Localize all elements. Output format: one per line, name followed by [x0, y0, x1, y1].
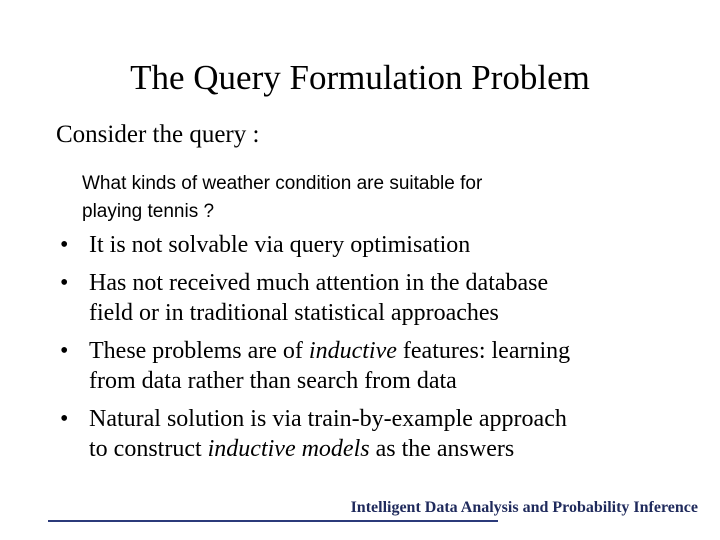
- text-segment: Has not received much attention in the database: [89, 270, 549, 296]
- query-line: playing tennis ?: [82, 201, 215, 222]
- bullet-icon: •: [60, 270, 69, 296]
- text-segment: as the answers: [369, 436, 515, 462]
- bullet-icon: •: [60, 338, 69, 364]
- bullet-icon: •: [60, 232, 69, 258]
- text-segment: to construct: [89, 436, 208, 462]
- bullet-line: [89, 336, 696, 366]
- bullet-item: [56, 230, 696, 260]
- query-example: [82, 170, 482, 226]
- bullet-list: [56, 230, 696, 472]
- text-segment: Natural solution is via train-by-example approach: [89, 406, 567, 432]
- slide-title: The Query Formulation Problem: [130, 58, 590, 97]
- bullet-item: [56, 268, 696, 328]
- text-segment: field or in traditional statistical approaches: [89, 300, 499, 326]
- italic-text: inductive: [308, 338, 397, 364]
- bullet-icon: •: [60, 406, 69, 432]
- query-line: What kinds of weather condition are suitable for: [82, 173, 483, 194]
- text-segment: features: learning: [396, 338, 571, 364]
- bullet-item: [56, 404, 696, 464]
- intro-text: Consider the query :: [56, 121, 260, 148]
- bullet-line: [89, 298, 696, 328]
- bullet-line: [89, 404, 696, 434]
- text-segment: These problems are of: [89, 338, 309, 364]
- bullet-item: [56, 336, 696, 396]
- footer-rule: [48, 520, 498, 522]
- bullet-line: [89, 434, 696, 464]
- bullet-line: [89, 268, 696, 298]
- italic-text: inductive models: [207, 436, 370, 462]
- bullet-line: [89, 230, 696, 260]
- text-segment: from data rather than search from data: [89, 368, 457, 394]
- bullet-line: [89, 366, 696, 396]
- text-segment: It is not solvable via query optimisation: [89, 232, 471, 258]
- footer-text: Intelligent Data Analysis and Probability Inference: [350, 499, 698, 516]
